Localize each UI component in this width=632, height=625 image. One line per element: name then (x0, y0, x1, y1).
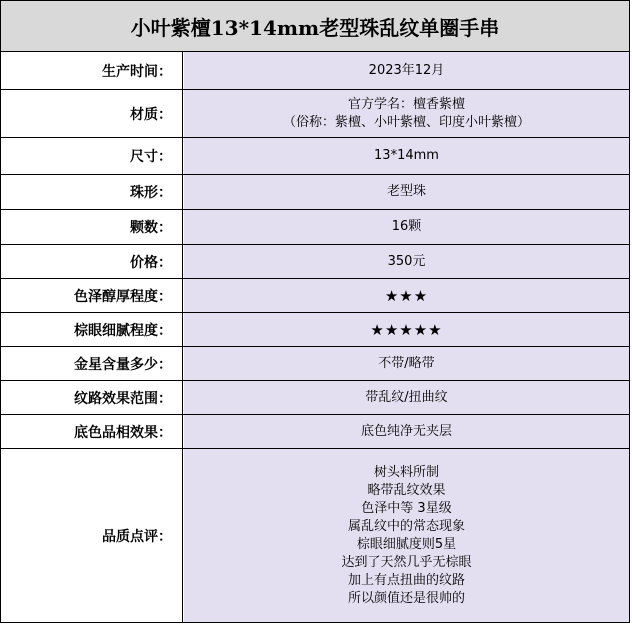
row-value (184, 313, 629, 346)
row-production-time (1, 52, 629, 90)
row-label: 金星含量多少： (1, 347, 183, 380)
value-line: 底色纯净无夹层 (360, 423, 452, 439)
row-label: 色泽醇厚程度： (1, 279, 183, 312)
row-price (1, 245, 629, 279)
table-title: 小叶紫檀13*14mm老型珠乱纹单圈手串 (1, 1, 629, 52)
row-value (184, 175, 629, 209)
value-line: 色泽中等 3星级 (361, 500, 452, 516)
row-label: 生产时间： (1, 52, 183, 89)
row-base-color (1, 415, 629, 449)
value-line: 老型珠 (386, 184, 426, 199)
value-line: 13*14mm (374, 148, 439, 163)
row-pore-fineness (1, 313, 629, 347)
value-line: 2023年12月 (368, 62, 445, 78)
value-line: 所以颜值还是很帅的 (347, 590, 465, 606)
row-label: 尺寸： (1, 138, 183, 174)
value-line: 棕眼细腻度则5星 (356, 536, 457, 552)
value-line: 16颗 (391, 219, 422, 234)
value-line: 树头料所制 (373, 464, 439, 480)
value-line: （俗称：紫檀、小叶紫檀、印度小叶紫檀） (282, 114, 530, 130)
row-value (184, 90, 629, 137)
row-grain-effect (1, 381, 629, 415)
row-value (184, 279, 629, 312)
row-value (184, 415, 629, 448)
row-value (184, 381, 629, 414)
value-line: 属乱纹中的常态现象 (347, 518, 465, 534)
row-value (184, 245, 629, 278)
row-label: 价格： (1, 245, 183, 278)
row-label: 底色品相效果： (1, 415, 183, 448)
row-value (184, 347, 629, 380)
value-line: 不带/略带 (378, 355, 435, 371)
row-size (1, 138, 629, 175)
value-line: 略带乱纹效果 (367, 482, 446, 498)
value-line: 达到了天然几乎无棕眼 (341, 554, 472, 570)
row-material (1, 90, 629, 138)
row-golden-star (1, 347, 629, 381)
row-label: 颗数： (1, 210, 183, 244)
value-line: 加上有点扭曲的纹路 (347, 572, 465, 588)
row-value (184, 138, 629, 174)
row-value (184, 52, 629, 89)
value-line: 官方学名：檀香紫檀 (347, 96, 465, 112)
row-label: 材质： (1, 90, 183, 137)
value-line: 350元 (387, 253, 426, 269)
star-rating: ★★★★★ (370, 320, 443, 339)
row-bead-count (1, 210, 629, 245)
row-quality-review (1, 449, 629, 622)
row-label: 纹路效果范围： (1, 381, 183, 414)
value-line: 带乱纹/扭曲纹 (365, 389, 448, 405)
row-color-richness (1, 279, 629, 313)
row-value (184, 449, 629, 622)
star-rating: ★★★ (384, 286, 429, 305)
row-bead-shape (1, 175, 629, 210)
row-label: 棕眼细腻程度： (1, 313, 183, 346)
row-label: 珠形： (1, 175, 183, 209)
row-label: 品质点评： (1, 449, 183, 622)
row-value (184, 210, 629, 244)
